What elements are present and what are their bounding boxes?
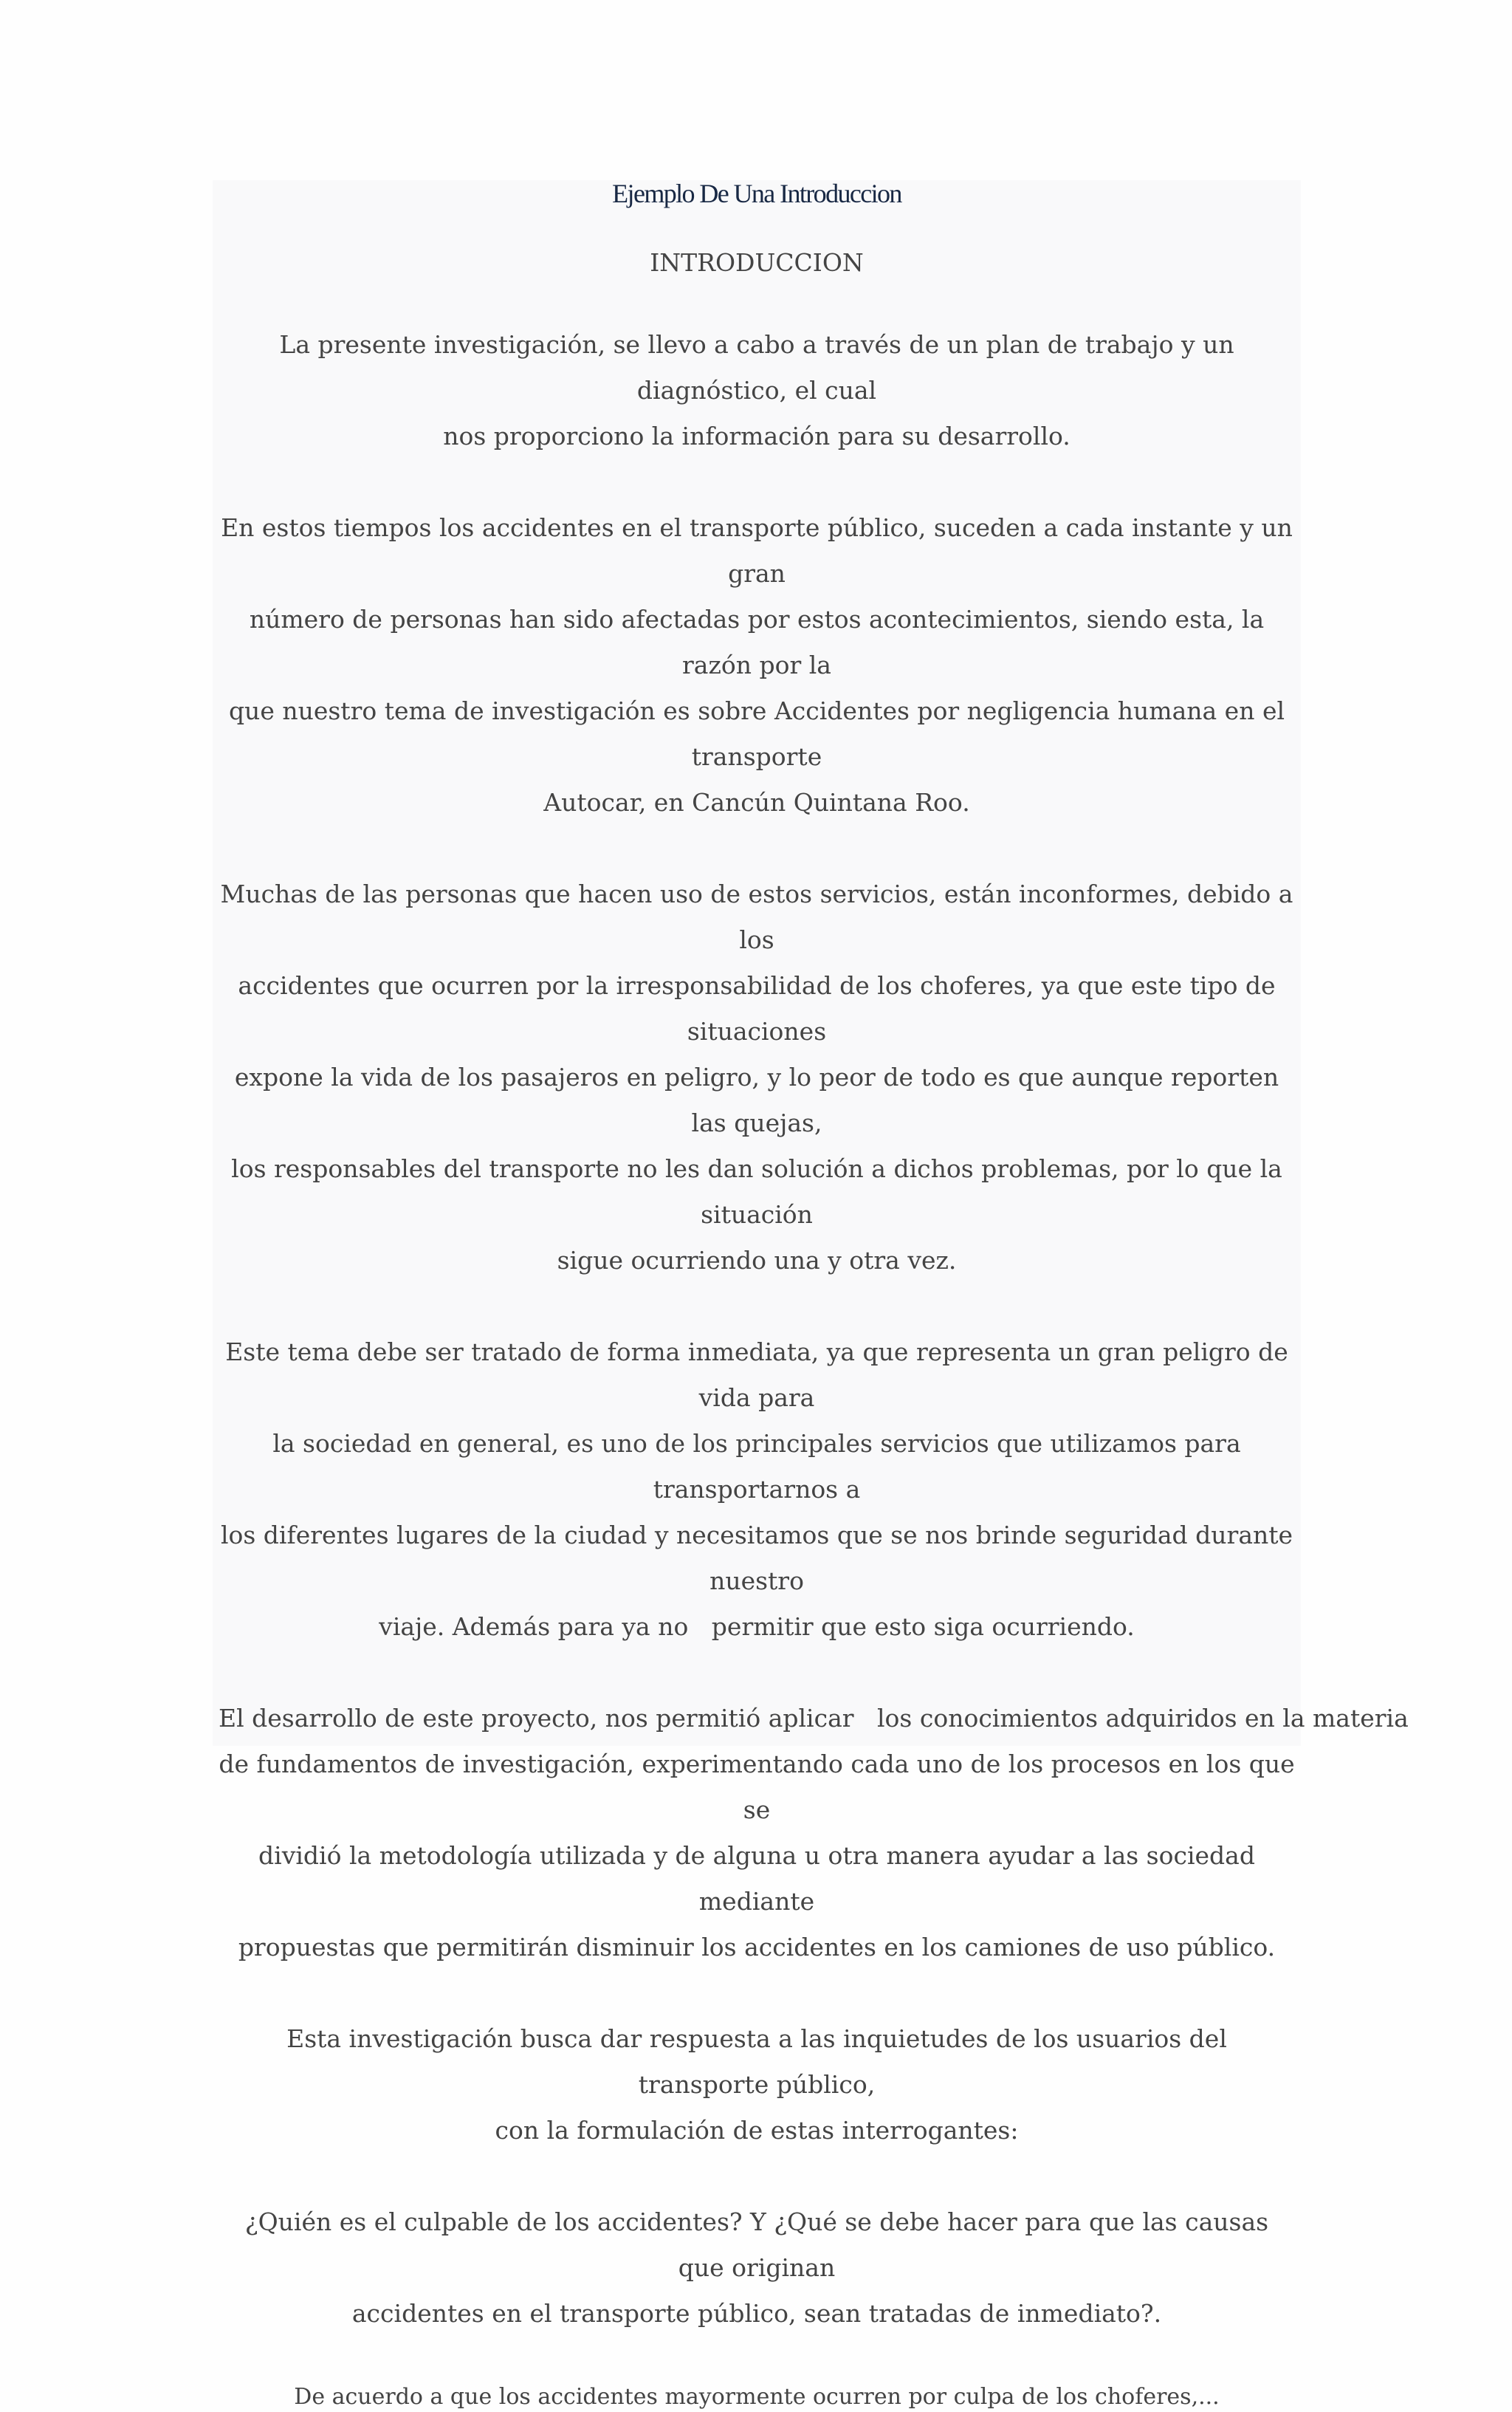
text-line: Autocar, en Cancún Quintana Roo.: [543, 788, 970, 817]
text-line: número de personas han sido afectadas por estos acontecimientos, siendo esta, la razón por la: [249, 605, 1265, 679]
document-title: Ejemplo De Una Introduccion: [612, 179, 901, 208]
text-line: La presente investigación, se llevo a cabo a través de un plan de trabajo y un diagnóstico, el cual: [279, 330, 1234, 405]
truncated-preview-text: De acuerdo a que los accidentes mayormente ocurren por culpa de los choferes,...: [294, 2384, 1220, 2410]
text-line: accidentes que ocurren por la irresponsabilidad de los choferes, ya que este tipo de situaciones: [238, 971, 1276, 1046]
text-line: Este tema debe ser tratado de forma inmediata, ya que representa un gran peligro de vida para: [225, 1337, 1288, 1412]
text-line: con la formulación de estas interrogantes:: [495, 2116, 1019, 2145]
text-line: Esta investigación busca dar respuesta a las inquietudes de los usuarios del transporte público,: [286, 2024, 1227, 2099]
paragraph-3: [219, 871, 1295, 1284]
text-line: El desarrollo de este proyecto, nos permitió aplicar los conocimientos adquiridos en la materia: [219, 1704, 1409, 1733]
paragraph-2: [219, 505, 1295, 826]
text-line: accidentes en el transporte público, sean tratadas de inmediato?.: [351, 2299, 1162, 2328]
text-line: que nuestro tema de investigación es sobre Accidentes por negligencia humana en el transporte: [228, 696, 1285, 771]
text-line: nos proporciono la información para su desarrollo.: [443, 422, 1071, 450]
text-line: Muchas de las personas que hacen uso de estos servicios, están inconformes, debido a los: [220, 880, 1293, 954]
paragraph-1: [219, 322, 1295, 459]
paragraph-7: [219, 2199, 1295, 2337]
text-line: de fundamentos de investigación, experimentando cada uno de los procesos en los que se: [219, 1750, 1295, 1824]
section-heading: INTRODUCCION: [650, 248, 864, 277]
text-line: la sociedad en general, es uno de los principales servicios que utilizamos para transportarnos a: [272, 1429, 1241, 1504]
text-line: expone la vida de los pasajeros en peligro, y lo peor de todo es que aunque reporten las quejas,: [234, 1063, 1279, 1137]
paragraph-5: [219, 1696, 1409, 1970]
text-line: En estos tiempos los accidentes en el transporte público, suceden a cada instante y un gran: [221, 513, 1293, 588]
text-line: sigue ocurriendo una y otra vez.: [557, 1246, 957, 1275]
text-line: viaje. Además para ya no permitir que esto siga ocurriendo.: [379, 1612, 1135, 1641]
document-preview-panel: [213, 179, 1409, 2410]
document-body: [213, 248, 1409, 2412]
text-line: los diferentes lugares de la ciudad y necesitamos que se nos brinde seguridad durante nuestro: [220, 1521, 1293, 1595]
paragraph-4: [219, 1329, 1295, 1650]
text-line: propuestas que permitirán disminuir los accidentes en los camiones de uso público.: [238, 1933, 1276, 1962]
text-line: los responsables del transporte no les dan solución a dichos problemas, por lo que la situación: [231, 1154, 1282, 1229]
text-line: dividió la metodología utilizada y de alguna u otra manera ayudar a las sociedad mediante: [258, 1841, 1255, 1916]
text-line: ¿Quién es el culpable de los accidentes? Y ¿Qué se debe hacer para que las causas que originan: [244, 2207, 1269, 2282]
paragraph-6: [219, 2016, 1295, 2154]
